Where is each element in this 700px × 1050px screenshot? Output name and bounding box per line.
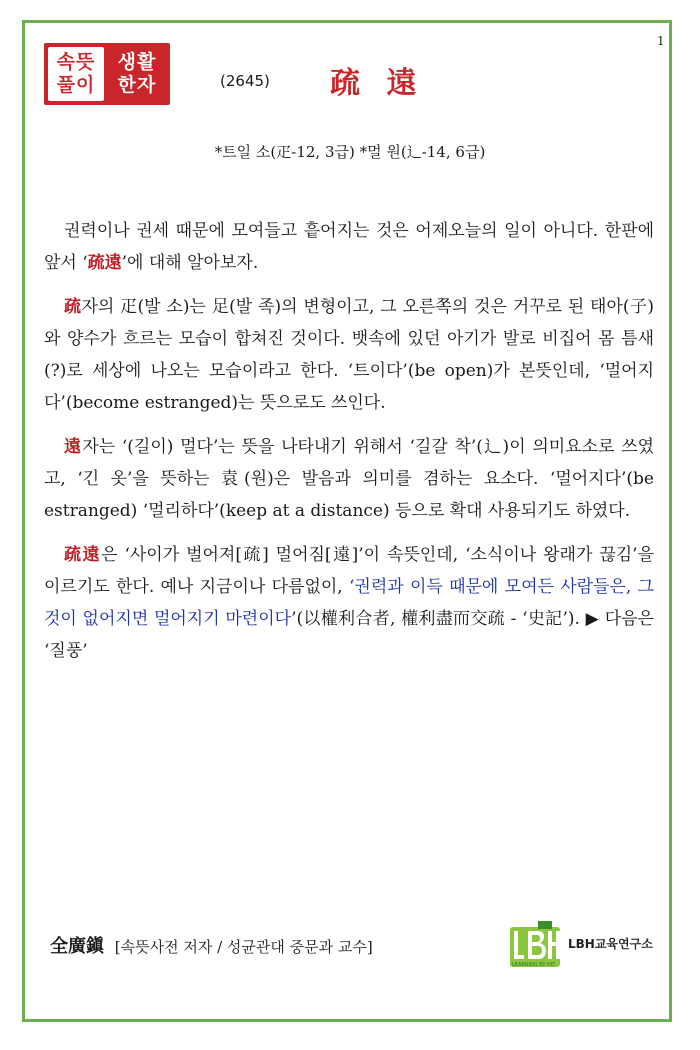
logo-text: 풀이 <box>56 74 96 96</box>
paragraph-text: 자의 疋(발 소)는 足(발 족)의 변형이고, 그 오른쪽의 것은 거꾸로 된 태아(子)와 양수가 흐르는 모습이 합쳐진 것이다. 뱃속에 있던 아기가 발로 비집어 몸 틈새(?)로 세상에 나오는 모습이라고 한다. ‘트이다’(be open)가 본뜻인데, ‘멀어지다’(become estranged)는 뜻으로도 쓰인다. <box>44 297 654 413</box>
highlight-term: 疏遠 <box>87 253 122 273</box>
author-description: [속뜻사전 저자 / 성균관대 중문과 교수] <box>114 938 373 956</box>
logo-text: 생활 <box>117 51 157 73</box>
series-logo <box>44 43 170 105</box>
paragraph <box>44 539 654 667</box>
character-info: *트일 소(疋-12, 3급) *멀 원(辶-14, 6급) <box>214 143 486 161</box>
page-number: 1 <box>657 34 665 48</box>
paragraph <box>44 291 654 419</box>
logo-text: 한자 <box>117 74 157 96</box>
article-code: (2645) <box>220 72 270 90</box>
author-name: 全廣鎭 <box>50 936 104 957</box>
paragraph-text: 자는 ‘(길이) 멀다’는 뜻을 나타내기 위해서 ‘길갈 착’(辶)이 의미요소로 쓰였고, ‘긴 옷’을 뜻하는 袁(원)은 발음과 의미를 겸하는 요소다. ‘멀어지다’(be estranged) ‘멀리하다’(keep at a distance) 등으로 확대 사용되기도 하였다. <box>44 437 655 521</box>
logo-right-block <box>108 47 166 101</box>
paragraph <box>44 215 654 279</box>
page-title: 疏 遠 <box>330 66 425 101</box>
paragraph-text: ’에 대해 알아보자. <box>121 253 259 273</box>
paragraph-text: 은 ‘사이가 벌어져[疏] 멀어짐[遠]’이 속뜻인데, ‘소식이나 왕래가 끊김’을 이르기도 한다. 예나 지금이나 다름없이, <box>44 545 654 597</box>
highlight-term: 疏 <box>64 297 82 317</box>
paragraph-text: ’(以權利合者, 權利盡而交疏 - ‘史記’). ▶ 다음은 ‘질풍’ <box>44 609 654 661</box>
highlight-term: 疏遠 <box>64 545 102 565</box>
logo-text: 속뜻 <box>56 51 96 73</box>
quote-text: ‘권력과 이득 때문에 모여든 사람들은, 그것이 없어지면 멀어지기 마련이다 <box>44 577 655 629</box>
paragraph <box>44 431 654 527</box>
org-name: LBH교육연구소 <box>568 937 653 951</box>
article-body <box>44 215 654 679</box>
author-line <box>50 932 373 958</box>
org-tagline: LEARNING BY HIT <box>512 962 556 968</box>
paragraph-text: 권력이나 권세 때문에 모여들고 흩어지는 것은 어제오늘의 일이 아니다. 한판에 앞서 ‘ <box>44 221 654 273</box>
highlight-term: 遠 <box>64 437 83 457</box>
logo-left-block <box>48 47 104 101</box>
